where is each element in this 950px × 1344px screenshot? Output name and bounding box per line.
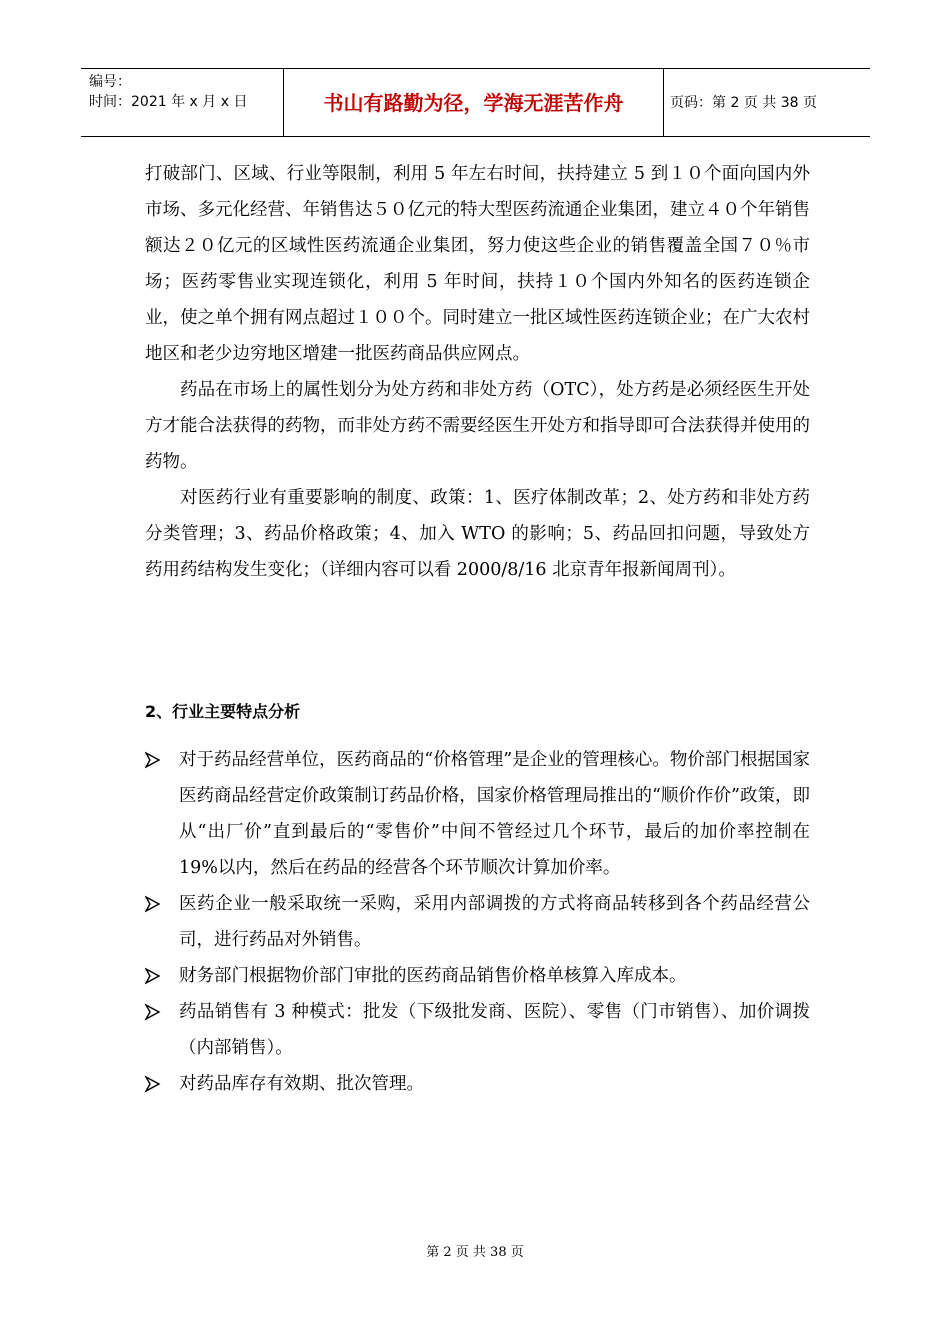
document-header: [81, 68, 870, 137]
arrowhead-bullet-icon: [145, 751, 161, 769]
header-page-cell: [664, 69, 870, 136]
document-number-label: 编号：: [89, 74, 131, 90]
bullet-text: 对于药品经营单位，医药商品的“价格管理”是企业的管理核心。物价部门根据国家医药商品经营定价政策制订药品价格，国家价格管理局推出的“顺价作价”政策，即从“出厂价”直到最后的“零售价”中间不管经过几个环节，最后的加价率控制在 19%以内，然后在药品的经营各个环节顺次计算加价率。: [179, 750, 810, 878]
header-motto-cell: [284, 69, 664, 136]
bullet-text: 药品销售有 3 种模式：批发（下级批发商、医院）、零售（门市销售）、加价调拨（内部销售）。: [179, 1002, 810, 1058]
section-heading: 2、行业主要特点分析: [145, 702, 301, 721]
header-page-info: 页码：第 2 页 共 38 页: [670, 95, 817, 111]
bullet-text: 对药品库存有效期、批次管理。: [179, 1074, 424, 1094]
paragraph-policies: 对医药行业有重要影响的制度、政策：1、医疗体制改革；2、处方药和非处方药分类管理；3、药品价格政策；4、加入 WTO 的影响；5、药品回扣问题，导致处方药用药结构发生变化；（详细内容可以看 2000/8/16 北京青年报新闻周刊）。: [145, 488, 810, 580]
arrowhead-bullet-icon: [145, 967, 161, 985]
paragraph-otc-definition: 药品在市场上的属性划分为处方药和非处方药（OTC），处方药是必须经医生开处方才能合法获得的药物，而非处方药不需要经医生开处方和指导即可合法获得并使用的药物。: [145, 380, 810, 472]
arrowhead-bullet-icon: [145, 895, 161, 913]
list-item: [145, 1066, 810, 1102]
header-meta-cell: [81, 69, 284, 136]
arrowhead-bullet-icon: [145, 1075, 161, 1093]
arrowhead-bullet-icon: [145, 1003, 161, 1021]
page-footer: 第 2 页 共 38 页: [426, 1245, 524, 1260]
feature-bullet-list: [145, 742, 810, 1102]
header-motto: 书山有路勤为径，学海无涯苦作舟: [323, 91, 624, 115]
list-item: [145, 742, 810, 886]
body-text: [145, 156, 810, 588]
paragraph-distribution-plan: 打破部门、区域、行业等限制，利用 5 年左右时间，扶持建立 5 到１０个面向国内外市场、多元化经营、年销售达５０亿元的特大型医药流通企业集团，建立４０个年销售额达２０亿元的区域性医药流通企业集团，努力使这些企业的销售覆盖全国７０％市场；医药零售业实现连锁化，利用 5 年时间，扶持１０个国内外知名的医药连锁企业，使之单个拥有网点超过１００个。同时建立一批区域性医药连锁企业；在广大农村地区和老少边穷地区增建一批医药商品供应网点。: [145, 164, 810, 364]
document-date-label: 时间：2021 年 x 月 x 日: [89, 94, 248, 110]
bullet-text: 医药企业一般采取统一采购，采用内部调拨的方式将商品转移到各个药品经营公司，进行药品对外销售。: [179, 894, 810, 950]
list-item: [145, 994, 810, 1066]
list-item: [145, 886, 810, 958]
list-item: [145, 958, 810, 994]
bullet-text: 财务部门根据物价部门审批的医药商品销售价格单核算入库成本。: [179, 966, 687, 986]
